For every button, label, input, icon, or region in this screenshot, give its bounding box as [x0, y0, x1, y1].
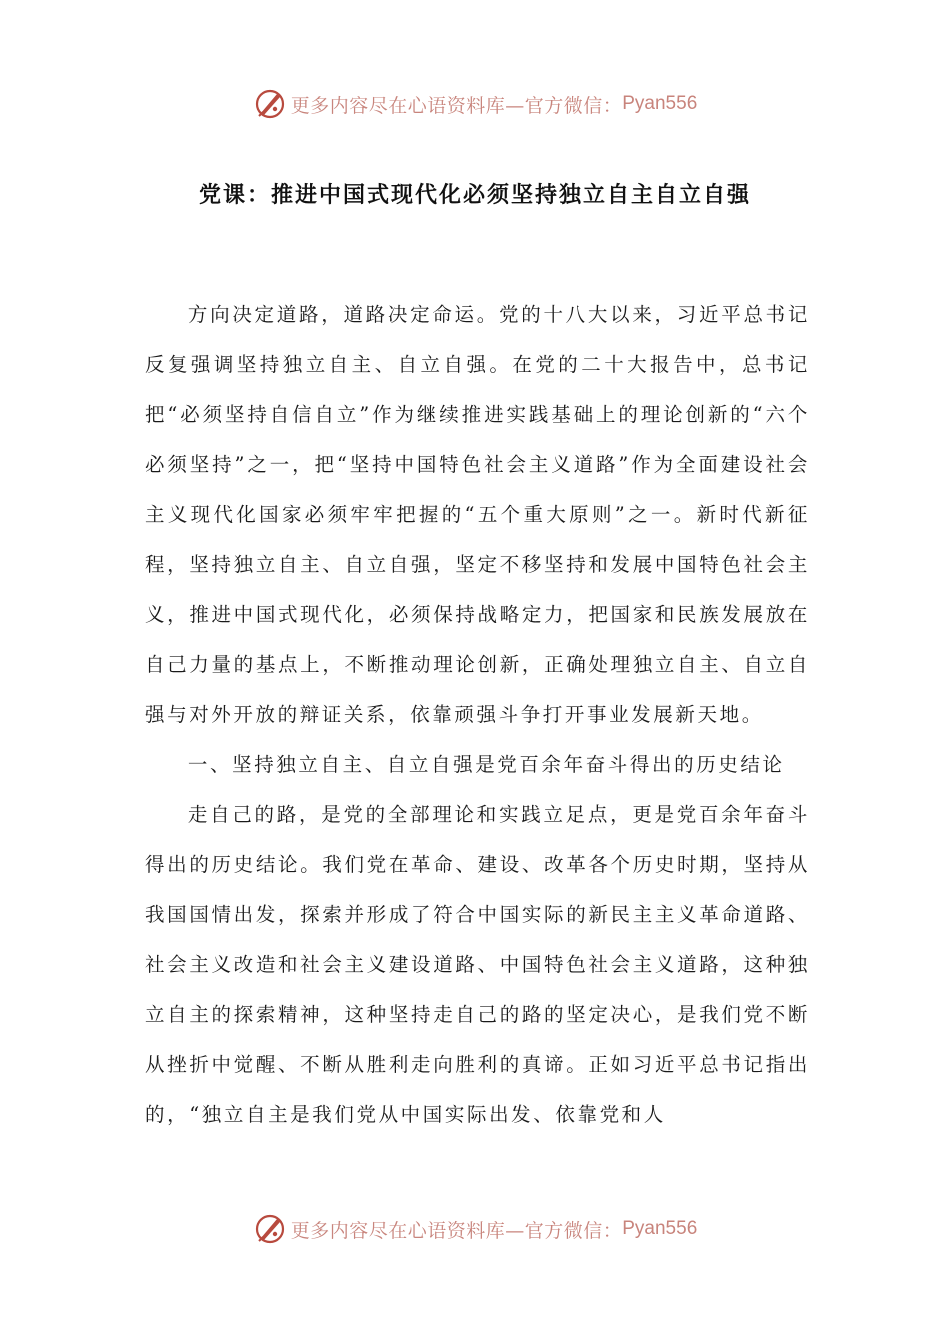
header-banner-text: 更多内容尽在心语资料库—官方微信：: [290, 94, 623, 117]
document-title: 党课：推进中国式现代化必须坚持独立自主自立自强: [198, 183, 751, 208]
footer-banner-text: 更多内容尽在心语资料库—官方微信：: [290, 1219, 623, 1242]
footer-wechat-id: Pyan556: [622, 1218, 698, 1239]
quill-logo-icon: [253, 1212, 287, 1246]
footer-watermark-banner: [0, 1209, 950, 1249]
paragraph-section-1: 走自己的路，是党的全部理论和实践立足点，更是党百余年奋斗得出的历史结论。我们党在革命、建设、改革各个历史时期，坚持从我国国情出发，探索并形成了符合中国实际的新民主主义革命道路、社会主义改造和社会主义建设道路、中国特色社会主义道路，这种独立自主的探索精神，这种坚持走自己的路的坚定决心，是我们党不断从挫折中觉醒、不断从胜利走向胜利的真谛。正如习近平总书记指出的，“独立自主是我们党从中国实际出发、依靠党和人: [145, 803, 810, 1126]
header-watermark-banner: [0, 84, 950, 124]
quill-logo-icon: [253, 87, 287, 121]
section-heading-1: 一、坚持独立自主、自立自强是党百余年奋斗得出的历史结论: [187, 753, 785, 776]
header-wechat-id: Pyan556: [622, 93, 698, 114]
paragraph-intro: 方向决定道路，道路决定命运。党的十八大以来，习近平总书记反复强调坚持独立自主、自立自强。在党的二十大报告中，总书记把“必须坚持自信自立”作为继续推进实践基础上的理论创新的“六个必须坚持”之一，把“坚持中国特色社会主义道路”作为全面建设社会主义现代化国家必须牢牢把握的“五个重大原则”之一。新时代新征程，坚持独立自主、自立自强，坚定不移坚持和发展中国特色社会主义，推进中国式现代化，必须保持战略定力，把国家和民族发展放在自己力量的基点上，不断推动理论创新，正确处理独立自主、自立自强与对外开放的辩证关系，依靠顽强斗争打开事业发展新天地。: [145, 303, 810, 726]
document-body: [145, 290, 810, 1140]
